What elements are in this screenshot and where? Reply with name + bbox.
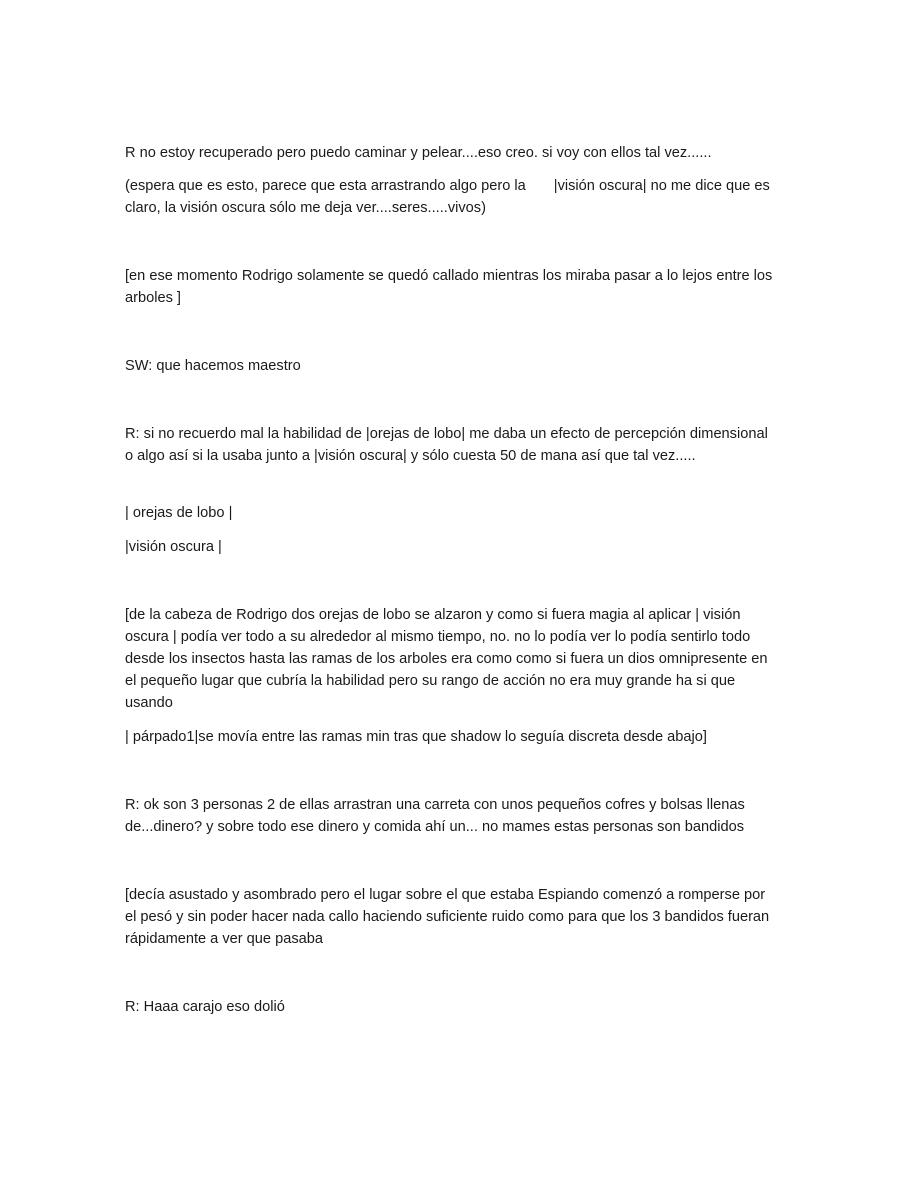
paragraph-9: | párpado1|se movía entre las ramas min tras que shadow lo seguía discreta desde abajo] <box>125 729 707 745</box>
paragraph-11: [decía asustado y asombrado pero el lugar sobre el que estaba Espiando comenzó a romperse por el pesó y sin poder hacer nada callo haciendo suficiente ruido como para que los 3 bandidos fueran rápidamente a ver que pasaba <box>125 887 770 947</box>
paragraph-2-part-1: (espera que es esto, parece que esta arrastrando algo pero la <box>125 178 526 194</box>
paragraph-2 <box>125 175 775 219</box>
paragraph-8: [de la cabeza de Rodrigo dos orejas de lobo se alzaron y como si fuera magia al aplicar | visión oscura | podía ver todo a su alrededor al mismo tiempo, no. no lo podía ver lo podía sentirlo todo desde los insectos hasta las ramas de los arboles era como como si fuera un dios omnipresente en el pequeño lugar que cubría la habilidad pero su rango de acción no era muy grande ha si que usando <box>125 607 768 711</box>
paragraph-3: [en ese momento Rodrigo solamente se quedó callado mientras los miraba pasar a lo lejos entre los arboles ] <box>125 268 773 306</box>
paragraph-1: R no estoy recuperado pero puedo caminar y pelear....eso creo. si voy con ellos tal vez...... <box>125 145 712 161</box>
paragraph-12: R: Haaa carajo eso dolió <box>125 999 285 1015</box>
paragraph-10: R: ok son 3 personas 2 de ellas arrastran una carreta con unos pequeños cofres y bolsas llenas de...dinero? y sobre todo ese dinero y comida ahí un... no mames estas personas son bandidos <box>125 797 745 835</box>
paragraph-5: R: si no recuerdo mal la habilidad de |orejas de lobo| me daba un efecto de percepción dimensional o algo así si la usaba junto a |visión oscura| y sólo cuesta 50 de mana así que tal vez..... <box>125 426 768 464</box>
paragraph-4: SW: que hacemos maestro <box>125 358 301 374</box>
paragraph-6: | orejas de lobo | <box>125 505 233 521</box>
paragraph-7: |visión oscura | <box>125 539 222 555</box>
paragraph-2-part-2: |visión oscura| no me dice que es claro, la visión oscura sólo me deja ver....seres.....vivos) <box>125 178 770 216</box>
